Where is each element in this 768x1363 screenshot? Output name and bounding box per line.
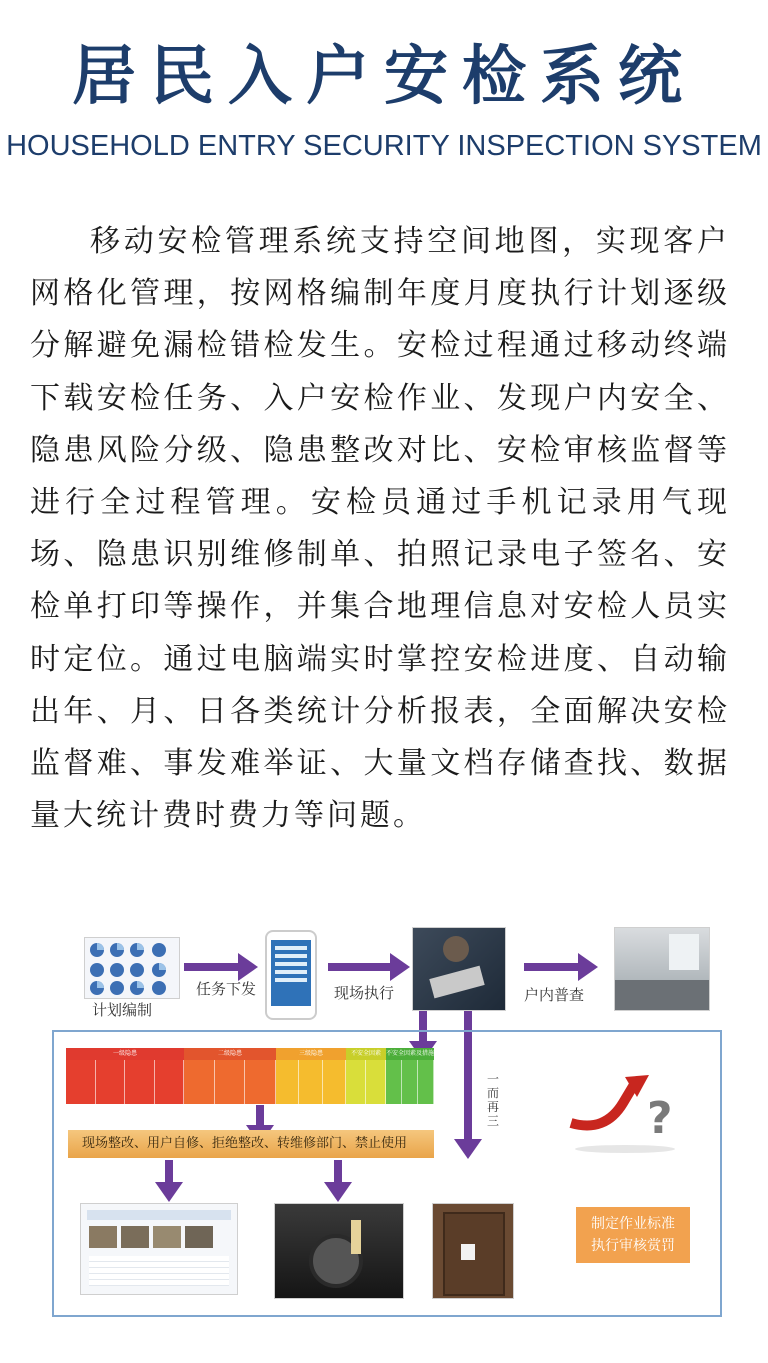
standards-line-1: 制定作业标准 xyxy=(591,1216,675,1232)
standards-line-2: 执行审核赏罚 xyxy=(591,1238,675,1254)
meter-photo xyxy=(274,1203,404,1299)
kitchen-photo xyxy=(614,927,710,1011)
svg-text:?: ? xyxy=(647,1093,673,1144)
step-onsite-label: 现场执行 xyxy=(334,984,395,1002)
step-inspect-label: 户内普查 xyxy=(524,986,585,1004)
hazard-head-3: 三级隐患 xyxy=(298,1050,323,1057)
title-chinese: 居民入户安检系统 xyxy=(72,40,696,114)
arrow-plan-to-phone xyxy=(184,963,240,971)
step-plan-label: 计划编制 xyxy=(92,1001,153,1019)
system-screenshot xyxy=(80,1203,238,1295)
arrow-action-to-system xyxy=(165,1160,173,1184)
arrow-phone-to-onsite xyxy=(328,963,392,971)
trend-question-icon xyxy=(565,1063,685,1155)
description-paragraph: 移动安检管理系统支持空间地图，实现客户网格化管理，按网格编制年度月度执行计划逐级分解避免漏检错检发生。安检过程通过移动终端下载安检任务、入户安检作业、发现户内安全、隐患风险分级、隐患整改对比、安检审核监督等进行全过程管理。安检员通过手机记录用气现场、隐患识别维修制单、拍照记录电子签名、安检单打印等操作，并集合地理信息对安检人员实时定位。通过电脑端实时掌控安检进度、自动输出年、月、日各类统计分析报表，全面解决安检监督难、事发难举证、大量文档存储查找、数据量大统计费时费力等问题。 xyxy=(30,224,730,834)
workflow-diagram xyxy=(0,915,768,1335)
arrow-action-to-photo xyxy=(334,1160,342,1184)
hazard-head-5: 不安全因素及措施 xyxy=(386,1050,435,1057)
hazard-level-table xyxy=(66,1048,434,1104)
repeat-note: 一而再三 xyxy=(486,1072,499,1128)
pie-charts-icon xyxy=(85,938,179,998)
arrow-onsite-to-inspect xyxy=(524,963,580,971)
mobile-phone-image xyxy=(265,930,317,1020)
hazard-head-4: 不安全因素 xyxy=(350,1050,381,1057)
arrow-table-to-action xyxy=(256,1105,264,1127)
plan-dashboard-image xyxy=(84,937,180,999)
door-photo xyxy=(432,1203,514,1299)
rectification-actions-bar: 现场整改、用户自修、拒绝整改、转维修部门、禁止使用 xyxy=(68,1130,434,1158)
standards-box xyxy=(576,1207,690,1263)
step-task-label: 任务下发 xyxy=(196,980,257,998)
hazard-head-1: 一级隐患 xyxy=(112,1050,137,1057)
onsite-photo xyxy=(412,927,506,1011)
title-english: HOUSEHOLD ENTRY SECURITY INSPECTION SYSTEM xyxy=(6,130,762,162)
hazard-head-2: 二级隐患 xyxy=(217,1050,242,1057)
